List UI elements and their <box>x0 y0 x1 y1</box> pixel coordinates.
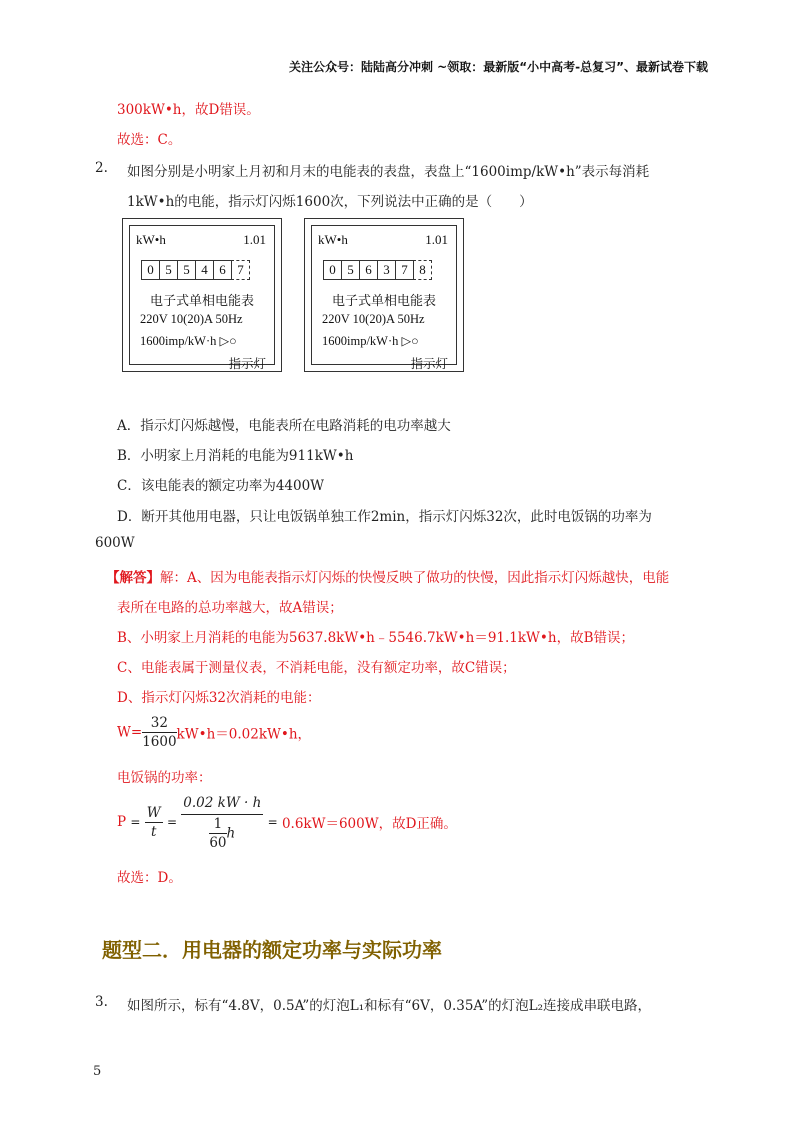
meter-impulse-rate: 1600imp/kW·h ▷○ <box>322 334 419 348</box>
page-number: 5 <box>93 1064 102 1079</box>
option-c: C．该电能表的额定功率为4400W <box>117 478 325 494</box>
inner-denominator: 60 <box>209 835 227 851</box>
option-b: B．小明家上月消耗的电能为911kW•h <box>117 448 354 464</box>
energy-formula <box>117 714 311 751</box>
equals-sign: = <box>130 815 141 829</box>
meter-indicator-label: 指示灯 <box>228 356 266 371</box>
section-title: 题型二．用电器的额定功率与实际功率 <box>102 938 442 962</box>
fraction-numerator: 32 <box>142 714 176 733</box>
meter-end-of-month <box>304 218 464 372</box>
meter-spec: 220V 10(20)A 50Hz <box>322 312 425 326</box>
meter-digit: 3 <box>377 260 396 280</box>
meter-version: 1.01 <box>243 232 266 247</box>
formula-w-prefix: W= <box>117 724 143 741</box>
option-d-continued: 600W <box>95 535 135 551</box>
meter-digit-decimal: 8 <box>413 260 432 280</box>
fraction <box>142 714 176 751</box>
meter-digit: 5 <box>159 260 178 280</box>
answer-final: 故选：D。 <box>117 870 182 886</box>
meter-digit: 5 <box>341 260 360 280</box>
meter-title: 电子式单相电能表 <box>149 294 254 309</box>
meter-spec: 220V 10(20)A 50Hz <box>140 312 243 326</box>
answer-text: 解：A、因为电能表指示灯闪烁的快慢反映了做功的快慢，因此指示灯闪烁越快，电能 <box>160 570 670 586</box>
prev-answer-choice: 故选：C。 <box>117 132 182 148</box>
meter-version: 1.01 <box>425 232 448 247</box>
meter-digit: 6 <box>359 260 378 280</box>
option-d: D．断开其他用电器，只让电饭锅单独工作2min，指示灯闪烁32次，此时电饭锅的功率为 <box>117 509 652 525</box>
question-number: 2. <box>95 160 108 176</box>
fraction-denominator: 1600 <box>142 734 177 750</box>
meter-digit: 4 <box>195 260 214 280</box>
fraction-numerator: W <box>146 804 161 821</box>
fraction-denominator <box>181 815 263 852</box>
meter-title: 电子式单相电能表 <box>331 294 436 309</box>
meter-digits <box>142 260 250 280</box>
meter-digits <box>324 260 432 280</box>
page-header: 关注公众号：陆陆高分冲刺 ~领取：最新版“小中高考-总复习”、最新试卷下载 <box>289 60 708 74</box>
meter-digit: 6 <box>213 260 232 280</box>
meter-digit: 0 <box>323 260 342 280</box>
fraction-w-over-t <box>145 804 163 841</box>
question3-number: 3. <box>95 994 108 1010</box>
meter-indicator-label: 指示灯 <box>410 356 448 371</box>
formula-p-suffix: 0.6kW＝600W，故D正确。 <box>281 816 457 832</box>
question-text-line1: 如图分别是小明家上月初和月末的电能表的表盘，表盘上“1600imp/kW•h”表示每消耗 <box>127 164 650 180</box>
inner-numerator: 1 <box>209 815 226 834</box>
option-a: A．指示灯闪烁越慢，电能表所在电路消耗的电功率越大 <box>117 418 451 434</box>
answer-line6: 电饭锅的功率： <box>117 770 212 786</box>
meter-digit: 5 <box>177 260 196 280</box>
equals-sign: = <box>166 815 177 829</box>
fraction-energy-over-time <box>181 792 263 852</box>
inner-fraction <box>209 815 226 852</box>
answer-line4: C、电能表属于测量仪表，不消耗电能，没有额定功率，故C错误； <box>117 660 516 676</box>
answer-line3: B、小明家上月消耗的电能为5637.8kW•h﹣5546.7kW•h＝91.1kW•h，故B错误； <box>117 630 635 646</box>
meter-start-of-month <box>122 218 282 372</box>
answer-line1 <box>106 566 669 586</box>
meter-digit-decimal: 7 <box>231 260 250 280</box>
answer-line5: D、指示灯闪烁32次消耗的电能： <box>117 690 321 706</box>
unit-h: h <box>226 825 236 842</box>
question3-text: 如图所示，标有“4.8V，0.5A”的灯泡L₁和标有“6V，0.35A”的灯泡L₂连接成串联电路， <box>127 998 651 1014</box>
power-formula <box>117 792 457 852</box>
meter-impulse-rate: 1600imp/kW·h ▷○ <box>140 334 237 348</box>
fraction-numerator: 0.02 kW · h <box>181 792 263 815</box>
answer-tag: 【解答】 <box>106 570 160 586</box>
formula-w-suffix: kW•h＝0.02kW•h， <box>176 726 312 743</box>
question-text-line2: 1kW•h的电能，指示灯闪烁1600次，下列说法中正确的是（ ） <box>127 194 533 210</box>
fraction-denominator: t <box>150 823 157 840</box>
answer-line2: 表所在电路的总功率越大，故A错误； <box>117 600 343 616</box>
meter-digit: 7 <box>395 260 414 280</box>
meter-digit: 0 <box>141 260 160 280</box>
equals-sign: = <box>267 815 278 829</box>
meter-unit: kW•h <box>318 232 348 247</box>
meter-unit: kW•h <box>136 232 166 247</box>
formula-p: P <box>117 814 127 830</box>
prev-answer-line: 300kW•h，故D错误。 <box>117 102 260 118</box>
